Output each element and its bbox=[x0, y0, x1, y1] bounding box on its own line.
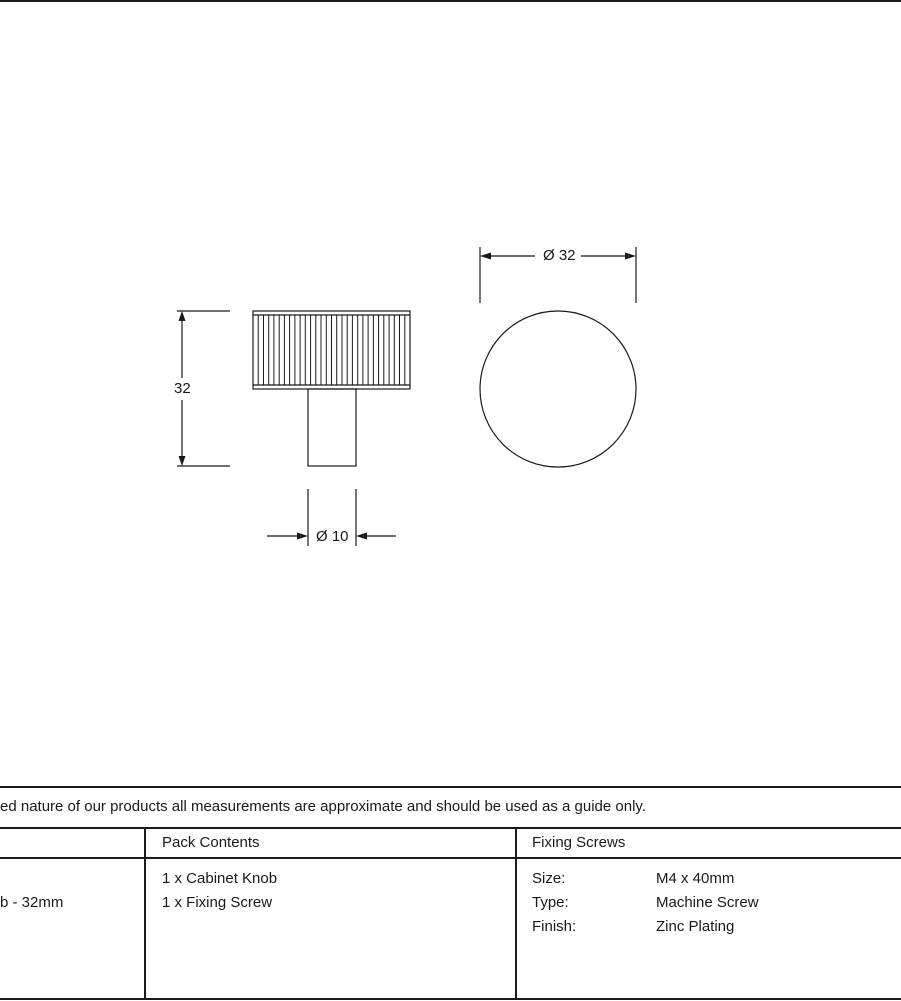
screw-size-label: Size: bbox=[532, 870, 566, 887]
screw-type-label: Type: bbox=[532, 894, 569, 911]
front-arrow-right bbox=[625, 253, 636, 260]
product-name-cell: b - 32mm bbox=[0, 894, 64, 911]
knob-front-circle bbox=[480, 311, 636, 467]
height-arrow-bottom bbox=[179, 456, 186, 466]
pack-contents-header: Pack Contents bbox=[162, 834, 260, 851]
title-block-top-rule bbox=[0, 786, 901, 788]
stem-diameter-label: Ø 10 bbox=[316, 528, 349, 545]
header-bottom-rule bbox=[0, 857, 901, 859]
knurl-lines bbox=[258, 315, 405, 385]
column-divider-2 bbox=[515, 827, 517, 1000]
fixing-screws-header: Fixing Screws bbox=[532, 834, 626, 851]
pack-item: 1 x Cabinet Knob bbox=[162, 870, 278, 887]
height-dimension-label: 32 bbox=[174, 380, 191, 397]
screw-size-value: M4 x 40mm bbox=[656, 870, 735, 887]
column-divider-1 bbox=[144, 827, 146, 1000]
stem-arrow-right bbox=[356, 533, 367, 540]
screw-finish-value: Zinc Plating bbox=[656, 918, 735, 935]
height-arrow-top bbox=[179, 311, 186, 321]
header-row-rule bbox=[0, 827, 901, 829]
front-diameter-label: Ø 32 bbox=[543, 247, 576, 264]
stem-arrow-left bbox=[297, 533, 308, 540]
pack-item: 1 x Fixing Screw bbox=[162, 894, 273, 911]
screw-finish-label: Finish: bbox=[532, 918, 577, 935]
screw-type-value: Machine Screw bbox=[656, 894, 759, 911]
disclaimer-note: ed nature of our products all measurements are approximate and should be used as a guide only. bbox=[0, 798, 646, 815]
knob-stem bbox=[308, 389, 356, 466]
title-block-bottom-rule bbox=[0, 998, 901, 1000]
front-arrow-left bbox=[480, 253, 491, 260]
